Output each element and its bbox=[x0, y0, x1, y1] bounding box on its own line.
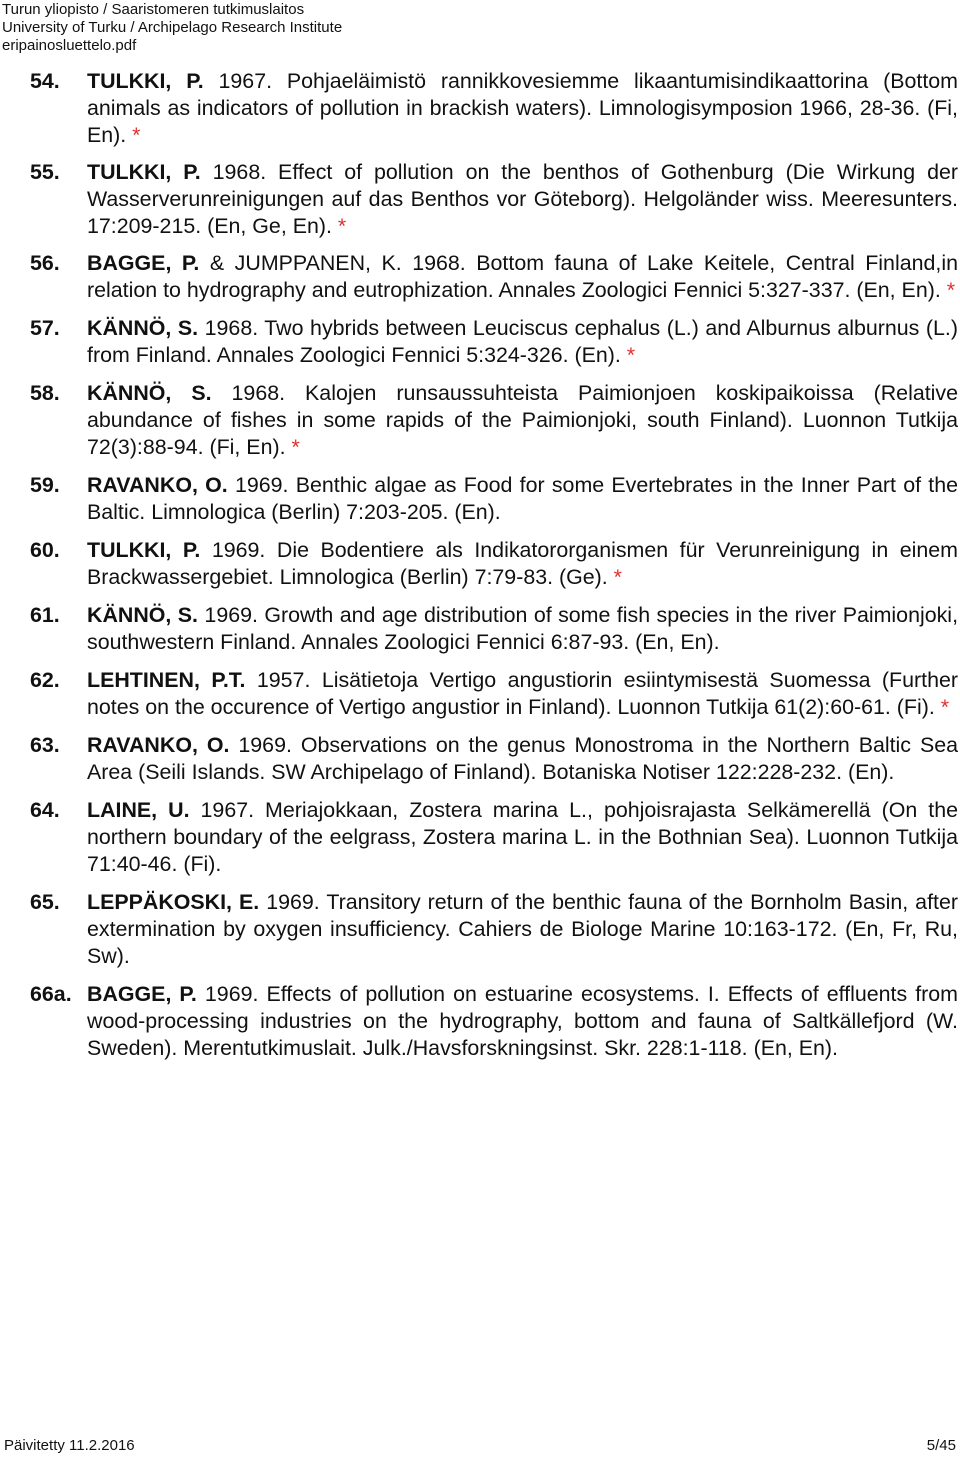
footer-updated-date: Päivitetty 11.2.2016 bbox=[4, 1437, 135, 1454]
entry-number: 64. bbox=[30, 798, 60, 822]
entry-number: 63. bbox=[30, 733, 60, 757]
header-institution-en: University of Turku / Archipelago Research Institute bbox=[2, 19, 343, 36]
entry-citation bbox=[87, 68, 958, 149]
entry-citation bbox=[87, 159, 958, 240]
publication-entry bbox=[30, 250, 958, 304]
publication-entry bbox=[30, 315, 958, 369]
publication-entry bbox=[30, 981, 958, 1062]
entry-author: RAVANKO, O. bbox=[87, 733, 230, 757]
entry-author: TULKKI, P. bbox=[87, 69, 204, 93]
entry-author: TULKKI, P. bbox=[87, 538, 201, 562]
entry-number: 59. bbox=[30, 473, 60, 497]
entry-author: BAGGE, P. bbox=[87, 251, 200, 275]
entry-text: 1968. Kalojen runsaussuhteista Paimionjoen koskipaikoissa (Relative abundance of fishes in some rapids of the Paimionjoki, south Finland). Luonnon Tutkija 72(3):88-94. (Fi, En). bbox=[87, 381, 959, 459]
entry-citation bbox=[87, 667, 958, 721]
publication-entry bbox=[30, 889, 958, 970]
entry-star-marker: * bbox=[607, 565, 623, 589]
entry-text: 1969. Growth and age distribution of some fish species in the river Paimionjoki, southwestern Finland. Annales Zoologici Fennici 6:87-93. (En, En). bbox=[87, 603, 959, 654]
entry-number: 56. bbox=[30, 251, 60, 275]
entry-text: 1969. Benthic algae as Food for some Evertebrates in the Inner Part of the Baltic. Limnologica (Berlin) 7:203-205. (En). bbox=[87, 473, 958, 524]
entry-star-marker: * bbox=[285, 435, 300, 459]
entry-author: TULKKI, P. bbox=[87, 160, 201, 184]
entry-text: 1967. Meriajokkaan, Zostera marina L., pohjoisrajasta Selkämerellä (On the northern boundary of the eelgrass, Zostera marina L. in the Bothnian Sea). Luonnon Tutkija 71:40-46. (Fi). bbox=[87, 798, 958, 876]
entry-citation bbox=[87, 472, 958, 526]
publication-list bbox=[30, 68, 958, 1062]
entry-text: 1969. Effects of pollution on estuarine ecosystems. I. Effects of effluents from wood-processing industries on the hydrography, bottom and fauna of Saltkällefjord (W. Sweden). Merentutkimuslait. Julk./Havsforskningsinst. Skr. 228:1-118. (En, En). bbox=[87, 982, 958, 1060]
entry-author: KÄNNÖ, S. bbox=[87, 316, 199, 340]
entry-author: LEHTINEN, P.T. bbox=[87, 668, 246, 692]
publication-entry bbox=[30, 602, 958, 656]
entry-number: 65. bbox=[30, 890, 60, 914]
entry-star-marker: * bbox=[620, 343, 636, 367]
entry-number: 58. bbox=[30, 381, 60, 405]
entry-star-marker: * bbox=[934, 695, 950, 719]
entry-text: 1969. Observations on the genus Monostroma in the Northern Baltic Sea Area (Seili Islands. SW Archipelago of Finland). Botaniska Notiser 122:228-232. (En). bbox=[87, 733, 959, 784]
entry-citation bbox=[87, 537, 958, 591]
header-filename: eripainosluettelo.pdf bbox=[2, 37, 137, 54]
entry-citation bbox=[87, 889, 958, 970]
entry-author: RAVANKO, O. bbox=[87, 473, 228, 497]
entry-citation bbox=[87, 732, 958, 786]
footer-page-number: 5/45 bbox=[926, 1437, 956, 1454]
entry-number: 61. bbox=[30, 603, 60, 627]
entry-text: 1968. Effect of pollution on the benthos of Gothenburg (Die Wirkung der Wasserverunreinigungen auf das Benthos vor Göteborg). Helgoländer wiss. Meeresunters. 17:209-215. (En, Ge, En). bbox=[87, 160, 958, 238]
entry-text: 1968. Two hybrids between Leuciscus cephalus (L.) and Alburnus alburnus (L.) from Finland. Annales Zoologici Fennici 5:324-326. (En). bbox=[87, 316, 958, 367]
publication-entry bbox=[30, 380, 958, 461]
entry-author: KÄNNÖ, S. bbox=[87, 381, 212, 405]
entry-star-marker: * bbox=[331, 214, 347, 238]
publication-entry bbox=[30, 472, 958, 526]
entry-text: 1969. Die Bodentiere als Indikatororganismen für Verunreinigung in einem Brackwassergebiet. Limnologica (Berlin) 7:79-83. (Ge). bbox=[87, 538, 958, 589]
entry-author: KÄNNÖ, S. bbox=[87, 603, 199, 627]
publication-entry bbox=[30, 159, 958, 240]
publication-entry bbox=[30, 797, 958, 878]
entry-number: 66a. bbox=[30, 982, 72, 1006]
entry-citation bbox=[87, 797, 958, 878]
header-institution-fi: Turun yliopisto / Saaristomeren tutkimuslaitos bbox=[2, 1, 305, 18]
entry-number: 60. bbox=[30, 538, 60, 562]
entry-citation bbox=[87, 981, 958, 1062]
entry-number: 57. bbox=[30, 316, 60, 340]
entry-citation bbox=[87, 380, 958, 461]
entry-citation bbox=[87, 602, 958, 656]
entry-star-marker: * bbox=[126, 123, 141, 147]
publication-entry bbox=[30, 732, 958, 786]
entry-author: BAGGE, P. bbox=[87, 982, 197, 1006]
entry-text: 1967. Pohjaeläimistö rannikkovesiemme likaantumisindikaattorina (Bottom animals as indicators of pollution in brackish waters). Limnologisymposion 1966, 28-36. (Fi, En). bbox=[87, 69, 958, 147]
publication-entry bbox=[30, 68, 958, 149]
entry-text: & JUMPPANEN, K. 1968. Bottom fauna of Lake Keitele, Central Finland,in relation to hydrography and eutrophization. Annales Zoologici Fennici 5:327-337. (En, En). bbox=[87, 251, 958, 302]
publication-entry bbox=[30, 667, 958, 721]
entry-star-marker: * bbox=[940, 278, 956, 302]
entry-citation bbox=[87, 315, 958, 369]
entry-citation bbox=[87, 250, 958, 304]
entry-text: 1969. Transitory return of the benthic fauna of the Bornholm Basin, after extermination by oxygen insufficiency. Cahiers de Biologe Marine 10:163-172. (En, Fr, Ru, Sw). bbox=[87, 890, 958, 968]
entry-author: LAINE, U. bbox=[87, 798, 190, 822]
entry-number: 55. bbox=[30, 160, 60, 184]
page-header bbox=[2, 1, 342, 55]
entry-text: 1957. Lisätietoja Vertigo angustiorin esiintymisestä Suomessa (Further notes on the occurence of Vertigo angustior in Finland). Luonnon Tutkija 61(2):60-61. (Fi). bbox=[87, 668, 958, 719]
entry-number: 54. bbox=[30, 69, 60, 93]
entry-author: LEPPÄKOSKI, E. bbox=[87, 890, 260, 914]
publication-entry bbox=[30, 537, 958, 591]
entry-number: 62. bbox=[30, 668, 60, 692]
